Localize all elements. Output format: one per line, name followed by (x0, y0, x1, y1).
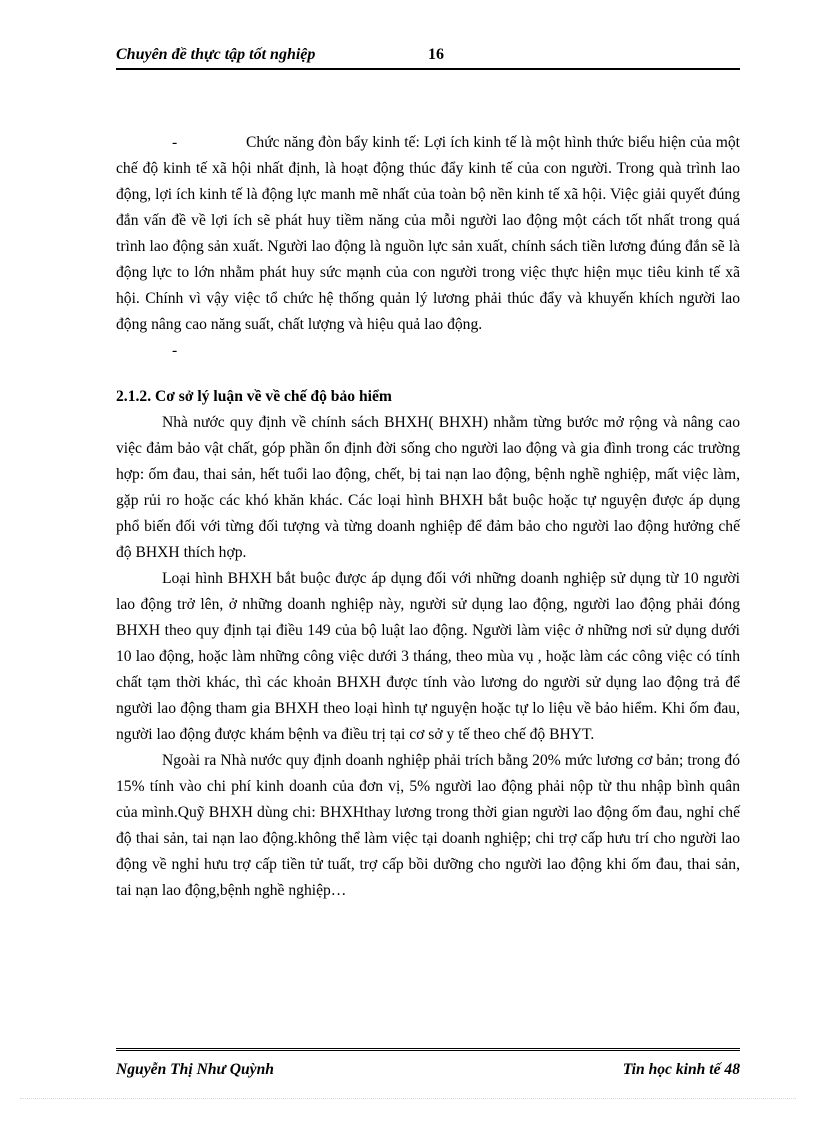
paragraph-contribution: Ngoài ra Nhà nước quy định doanh nghiệp phải trích bằng 20% mức lương cơ bản; trong đó 15% tính vào chi phí kinh doanh của đơn vị, 5% người lao động phải nộp từ thu nhập bình quân của mình.Quỹ BHXH dùng chi: BHXHthay lương trong thời gian người lao động ốm đau, nghỉ chế độ thai sản, tai nạn lao động.không thể làm việc tại doanh nghiệp; chi trợ cấp hưu trí cho người lao động về nghỉ hưu trợ cấp tiền tử tuất, trợ cấp bồi dưỡng cho người lao động khi ốm đau, thai sản, tai nạn lao động,bệnh nghề nghiệp… (116, 752, 740, 899)
paragraph-mandatory-bhxh: Loại hình BHXH bắt buộc được áp dụng đối với những doanh nghiệp sử dụng từ 10 người lao động trở lên, ở những doanh nghiệp này, người sử dụng lao động, người lao động phải đóng BHXH theo quy định tại điều 149 của bộ luật lao động. Người làm việc ở những nơi sử dụng dưới 10 lao động, hoặc làm những công việc dưới 3 tháng, theo mùa vụ , hoặc làm các công việc có tính chất tạm thời khác, thì các khoản BHXH được tính vào lương do người sử dụng lao động trả để người lao động tham gia BHXH theo loại hình tự nguyện hoặc tự lo liệu về bảo hiểm. Khi ốm đau, người lao động được khám bệnh va điều trị tại cơ sở y tế theo chế độ BHYT. (116, 570, 740, 743)
empty-bullet: - (172, 342, 178, 359)
bullet-dash: - (172, 134, 178, 151)
paragraph-bhxh-policy: Nhà nước quy định về chính sách BHXH( BHXH) nhằm từng bước mở rộng và nâng cao việc đảm bảo vật chất, góp phần ổn định đời sống cho người lao động và gia đình trong các trường hợp: ốm đau, thai sản, hết tuổi lao động, chết, bị tai nạn lao động, bệnh nghề nghiệp, mất việc làm, gặp rủi ro hoặc các khó khăn khác. Các loại hình BHXH bắt buộc hoặc tự nguyện được áp dụng phổ biến đối với từng đối tượng và từng doanh nghiệp để đảm bảo cho người lao động hưởng chế độ BHXH thích hợp. (116, 414, 740, 561)
document-body (116, 130, 740, 904)
page-bottom-border (20, 1098, 796, 1099)
page-header (116, 44, 740, 70)
document-title: Chuyên đề thực tập tốt nghiệp (116, 46, 316, 63)
section-heading: 2.1.2. Cơ sở lý luận về về chế độ bảo hiểm (116, 388, 392, 405)
page-footer (116, 1048, 740, 1084)
class-label: Tin học kinh tế 48 (622, 1061, 740, 1078)
paragraph-text: Chức năng đòn bẩy kinh tế: Lợi ích kinh tế là một hình thức biểu hiện của một chế độ kinh tế xã hội nhất định, là hoạt động thúc đẩy kinh tế của con người. Trong quà trình lao động, lợi ích kinh tế là động lực manh mẽ nhất của toàn bộ nền kinh tế xã hội. Việc giải quyết đúng đắn vấn đề về lợi ích sẽ phát huy tiềm năng của mỗi người lao động một cách tốt nhất trong quá trình lao động sản xuất. Người lao động là nguồn lực sản xuất, chính sách tiền lương đúng đắn sẽ là động lực to lớn nhằm phát huy sức mạnh của con người trong việc thực hiện mục tiêu kinh tế xã hội. Chính vì vậy việc tổ chức hệ thống quản lý lương phải thúc đẩy và khuyến khích người lao động nâng cao năng suất, chất lượng và hiệu quả lao động. (116, 134, 740, 333)
page-number: 16 (428, 46, 444, 63)
paragraph-economic-lever (116, 130, 740, 338)
author-name: Nguyễn Thị Như Quỳnh (116, 1061, 274, 1078)
